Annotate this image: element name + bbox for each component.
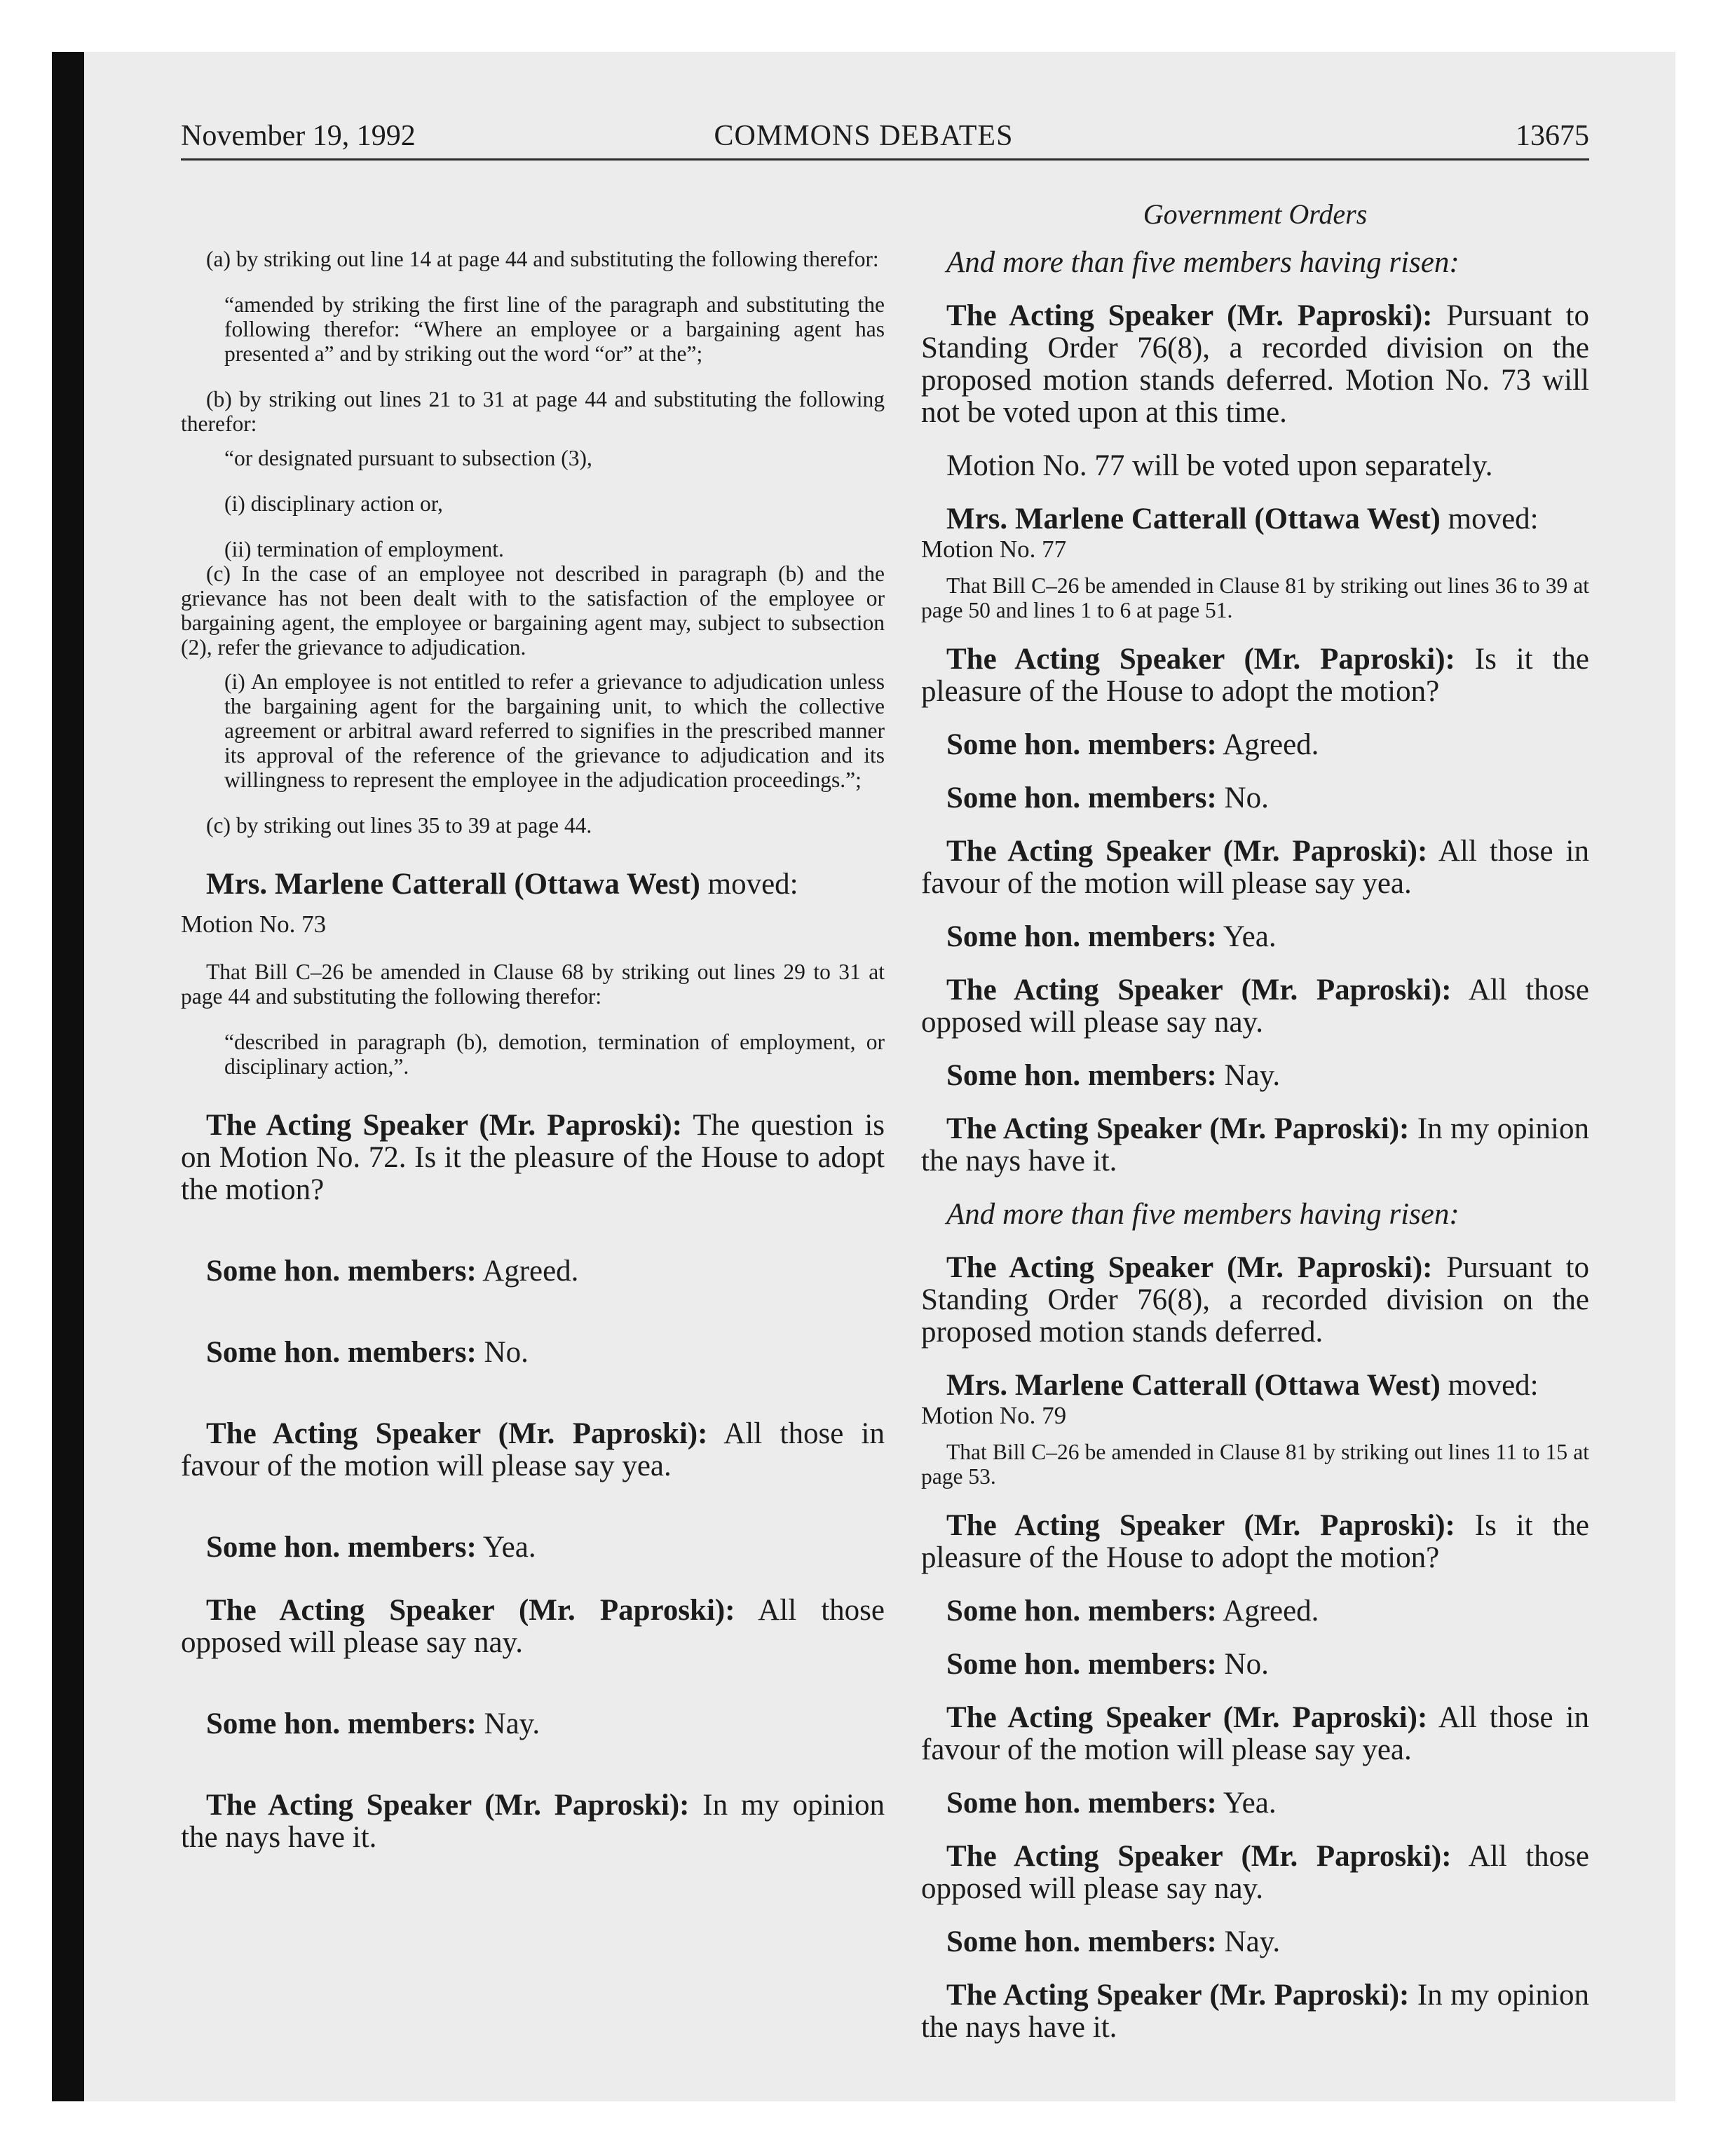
speaker-name: The Acting Speaker (Mr. Paproski): (206, 1594, 735, 1627)
amendment-paragraph: (c) In the case of an employee not described in paragraph (b) and the grievance has not been dealt with to the satisfaction of the employee or bargaining agent, the employee or bargaining agent may, subject to subsection (2), refer the grievance to adjudication. (181, 561, 885, 660)
speaker-name: The Acting Speaker (Mr. Paproski): (946, 1840, 1452, 1873)
quoted-text: “described in paragraph (b), demotion, termination of employment, or disciplinary action,”. (224, 1030, 885, 1079)
speaker-name: Some hon. members: (946, 782, 1217, 814)
mover-line: Mrs. Marlene Catterall (Ottawa West) moved: (946, 503, 1539, 535)
amendment-paragraph: (c) by striking out lines 35 to 39 at page 44. (206, 813, 592, 838)
member-name: Mrs. Marlene Catterall (Ottawa West) (206, 868, 700, 901)
speaker-name: Some hon. members: (946, 728, 1217, 761)
speech-paragraph: The Acting Speaker (Mr. Paproski): Pursuant to Standing Order 76(8), a recorded division on the proposed motion stands deferred. Motion No. 73 will not be voted upon at this time. (921, 299, 1589, 429)
procedural-note: And more than five members having risen: (946, 246, 1460, 279)
amendment-paragraph: (b) by striking out lines 21 to 31 at page 44 and substituting the following therefor: (181, 387, 885, 436)
speaker-name: The Acting Speaker (Mr. Paproski): (946, 974, 1452, 1007)
motion-label: Motion No. 79 (921, 1402, 1067, 1429)
speech-paragraph: The Acting Speaker (Mr. Paproski): In my opinion the nays have it. (921, 1112, 1589, 1178)
quoted-text: (ii) termination of employment. (224, 537, 504, 561)
speaker-name: The Acting Speaker (Mr. Paproski): (206, 1417, 708, 1450)
speaker-name: The Acting Speaker (Mr. Paproski): (946, 1701, 1428, 1734)
motion-label: Motion No. 77 (921, 535, 1067, 563)
scan-edge-shadow (52, 52, 84, 2101)
speaker-name: The Acting Speaker (Mr. Paproski): (946, 835, 1428, 868)
speech-paragraph: The Acting Speaker (Mr. Paproski): Is it the pleasure of the House to adopt the motion? (921, 1509, 1590, 1574)
speaker-name: The Acting Speaker (Mr. Paproski): (206, 1789, 690, 1822)
speech-paragraph: Some hon. members: Agreed. (946, 1595, 1319, 1628)
speaker-name: Some hon. members: (206, 1531, 477, 1564)
speaker-name: The Acting Speaker (Mr. Paproski): (946, 1112, 1410, 1145)
mover-line: Mrs. Marlene Catterall (Ottawa West) moved: (206, 868, 798, 901)
motion-label: Motion No. 73 (181, 910, 327, 938)
motion-text: That Bill C–26 be amended in Clause 81 by striking out lines 36 to 39 at page 50 and lines 1 to 6 at page 51. (921, 573, 1589, 622)
speaker-name: Some hon. members: (946, 1059, 1217, 1092)
speech-paragraph: Some hon. members: Yea. (206, 1531, 536, 1564)
speech-paragraph: Some hon. members: Yea. (946, 1787, 1277, 1820)
header-page-number: 13675 (1516, 120, 1589, 152)
speaker-name: Some hon. members: (206, 1255, 477, 1288)
header-title: COMMONS DEBATES (714, 120, 1014, 152)
motion-text: That Bill C–26 be amended in Clause 68 by striking out lines 29 to 31 at page 44 and substituting the following therefor: (181, 960, 885, 1009)
speaker-name: Some hon. members: (946, 1925, 1217, 1958)
amendment-paragraph: (a) by striking out line 14 at page 44 and substituting the following therefor: (206, 247, 879, 271)
speaker-name: The Acting Speaker (Mr. Paproski): (946, 299, 1433, 332)
mover-line: Mrs. Marlene Catterall (Ottawa West) moved: (946, 1369, 1539, 1402)
speaker-name: Some hon. members: (946, 1787, 1217, 1820)
quoted-text: (i) disciplinary action or, (224, 491, 443, 516)
member-name: Mrs. Marlene Catterall (Ottawa West) (946, 503, 1441, 535)
speaker-name: Some hon. members: (946, 920, 1217, 953)
speech-paragraph: The Acting Speaker (Mr. Paproski): All those in favour of the motion will please say yea. (181, 1417, 885, 1482)
speech-paragraph: The Acting Speaker (Mr. Paproski): In my opinion the nays have it. (181, 1789, 885, 1854)
speech-paragraph: Some hon. members: Yea. (946, 920, 1277, 953)
speaker-name: The Acting Speaker (Mr. Paproski): (946, 1251, 1433, 1284)
speech-paragraph: The Acting Speaker (Mr. Paproski): All those in favour of the motion will please say yea. (921, 1701, 1589, 1766)
speech-paragraph: Some hon. members: Agreed. (946, 728, 1319, 761)
speech-paragraph: The Acting Speaker (Mr. Paproski): Pursuant to Standing Order 76(8), a recorded division on the proposed motion stands deferred. (921, 1251, 1589, 1349)
speech-paragraph: The Acting Speaker (Mr. Paproski): Is it the pleasure of the House to adopt the motion? (921, 643, 1590, 708)
speech-paragraph: The Acting Speaker (Mr. Paproski): All those opposed will please say nay. (921, 1840, 1589, 1905)
speaker-name: Some hon. members: (946, 1648, 1217, 1681)
speech-paragraph: The Acting Speaker (Mr. Paproski): In my opinion the nays have it. (921, 1979, 1589, 2044)
member-name: Mrs. Marlene Catterall (Ottawa West) (946, 1369, 1441, 1402)
speaker-name: Some hon. members: (206, 1336, 477, 1369)
speaker-name: The Acting Speaker (Mr. Paproski): (946, 643, 1455, 676)
speech-paragraph: Some hon. members: No. (206, 1336, 529, 1369)
header-rule (181, 158, 1589, 161)
speech-paragraph: The Acting Speaker (Mr. Paproski): All those in favour of the motion will please say yea. (921, 835, 1589, 900)
speech-paragraph: Some hon. members: Nay. (206, 1707, 540, 1740)
scanned-page (52, 52, 1675, 2101)
quoted-text: “or designated pursuant to subsection (3), (224, 446, 592, 470)
speaker-name: The Acting Speaker (Mr. Paproski): (946, 1509, 1455, 1542)
speaker-name: The Acting Speaker (Mr. Paproski): (946, 1979, 1410, 2012)
speech-paragraph: Motion No. 77 will be voted upon separately. (946, 449, 1493, 482)
speech-paragraph: Some hon. members: Nay. (946, 1925, 1281, 1958)
speech-paragraph: The Acting Speaker (Mr. Paproski): All those opposed will please say nay. (921, 974, 1589, 1039)
right-column (921, 247, 1589, 2044)
speech-paragraph: Some hon. members: Nay. (946, 1059, 1281, 1092)
speech-paragraph: Some hon. members: No. (946, 1648, 1269, 1681)
section-label: Government Orders (1143, 198, 1368, 230)
quoted-text: (i) An employee is not entitled to refer a grievance to adjudication unless the bargaining agent for the bargaining unit, to which the collective agreement or arbitral award referred to signifies in the prescribed manner its approval of the reference of the grievance to adjudication and its willingness to represent the employee in the adjudication proceedings.”; (224, 669, 885, 792)
speaker-name: Some hon. members: (206, 1707, 477, 1740)
header-date: November 19, 1992 (181, 120, 416, 152)
speaker-name: Some hon. members: (946, 1595, 1217, 1628)
quoted-text: “amended by striking the first line of the paragraph and substituting the following therefor: “Where an employee or a bargaining agent has presented a” and by striking out the word “or” at the”; (224, 292, 885, 366)
speech-paragraph: The Acting Speaker (Mr. Paproski): The question is on Motion No. 72. Is it the pleasure of the House to adopt the motion? (181, 1109, 885, 1206)
left-column (181, 247, 885, 1854)
speech-paragraph: The Acting Speaker (Mr. Paproski): All those opposed will please say nay. (181, 1594, 885, 1659)
speech-paragraph: Some hon. members: Agreed. (206, 1255, 579, 1288)
speech-paragraph: Some hon. members: No. (946, 782, 1269, 814)
procedural-note: And more than five members having risen: (946, 1198, 1460, 1231)
speaker-name: The Acting Speaker (Mr. Paproski): (206, 1109, 683, 1142)
motion-text: That Bill C–26 be amended in Clause 81 by striking out lines 11 to 15 at page 53. (921, 1440, 1589, 1489)
